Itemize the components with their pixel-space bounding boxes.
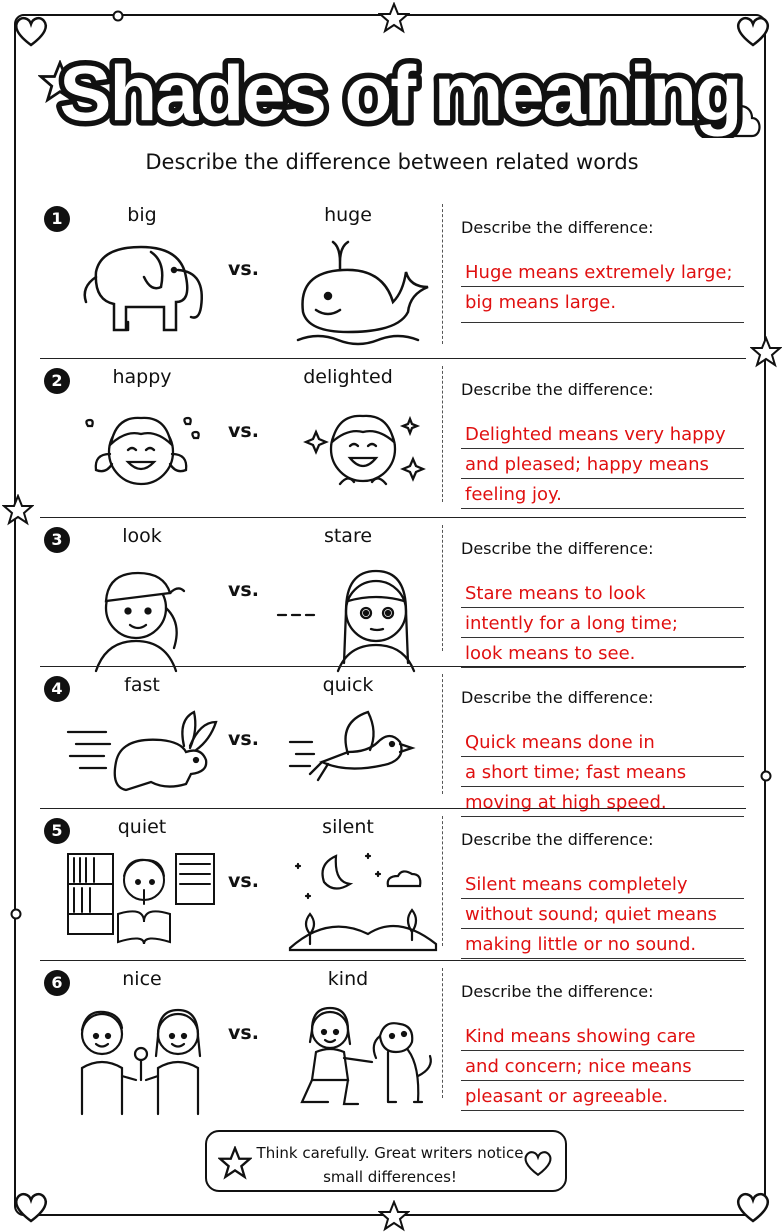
comparison-row [40, 200, 746, 356]
heart-icon [12, 1190, 50, 1224]
elephant-icon [66, 232, 216, 346]
comparison-row [40, 812, 746, 958]
star-icon [750, 336, 782, 368]
answer-writing-line [461, 1050, 744, 1051]
answer-text-line: and concern; nice means [465, 1056, 692, 1077]
answer-writing-line [461, 508, 744, 509]
answer-text-line: moving at high speed. [465, 792, 667, 813]
word-two: kind [327, 968, 369, 990]
comparison-row [40, 670, 746, 813]
star-icon [2, 494, 34, 526]
row-number-badge: 4 [44, 676, 70, 702]
footer-line: Think carefully. Great writers notice [256, 1144, 524, 1162]
answer-writing-line [461, 448, 744, 449]
row-number-badge: 2 [44, 368, 70, 394]
column-divider [442, 525, 443, 651]
circle-dot-icon [760, 770, 772, 782]
answer-writing-line [461, 958, 744, 959]
answer-writing-line [461, 322, 744, 323]
describe-prompt: Describe the difference: [461, 539, 654, 558]
word-two: delighted [303, 366, 393, 388]
column-divider [442, 674, 443, 794]
word-one: nice [122, 968, 162, 990]
delighted-girl-icon [288, 394, 438, 508]
answer-writing-line [461, 786, 744, 787]
star-icon [378, 1200, 410, 1232]
svg-text:Shades of meaning: Shades of meaning [59, 49, 741, 137]
describe-prompt: Describe the difference: [461, 380, 654, 399]
row-separator [40, 666, 746, 667]
night-landscape-icon [288, 844, 438, 958]
row-number-badge: 6 [44, 970, 70, 996]
footer-line: small differences! [323, 1168, 457, 1186]
word-one: quiet [117, 816, 167, 838]
answer-writing-line [461, 756, 744, 757]
answer-text-line: without sound; quiet means [465, 904, 717, 925]
describe-prompt: Describe the difference: [461, 218, 654, 237]
answer-text-line: intently for a long time; [465, 613, 678, 634]
describe-prompt: Describe the difference: [461, 688, 654, 707]
answer-writing-line [461, 898, 744, 899]
word-two: quick [322, 674, 374, 696]
star-icon [218, 1146, 252, 1180]
vs-label: vs. [228, 579, 259, 601]
describe-prompt: Describe the difference: [461, 830, 654, 849]
row-number-badge: 5 [44, 818, 70, 844]
row-number-badge: 3 [44, 527, 70, 553]
staring-girl-icon [276, 553, 446, 677]
answer-writing-line [461, 637, 744, 638]
word-one: big [127, 204, 157, 226]
running-rabbit-icon [66, 702, 236, 806]
vs-label: vs. [228, 420, 259, 442]
answer-text-line: making little or no sound. [465, 934, 697, 955]
word-two: silent [322, 816, 374, 838]
comparison-row [40, 362, 746, 514]
word-one: look [122, 525, 162, 547]
answer-writing-line [461, 286, 744, 287]
girl-petting-dog-icon [288, 996, 438, 1120]
circle-dot-icon [112, 10, 124, 22]
vs-label: vs. [228, 728, 259, 750]
comparison-row [40, 521, 746, 663]
word-one: fast [124, 674, 160, 696]
whale-icon [288, 232, 438, 356]
describe-prompt: Describe the difference: [461, 982, 654, 1001]
answer-text-line: Silent means completely [465, 874, 688, 895]
row-separator [40, 960, 746, 961]
row-number-badge: 1 [44, 206, 70, 232]
vs-label: vs. [228, 258, 259, 280]
word-two: huge [324, 204, 372, 226]
answer-text-line: pleasant or agreeable. [465, 1086, 669, 1107]
answer-writing-line [461, 1110, 744, 1111]
answer-text-line: and pleased; happy means [465, 454, 709, 475]
answer-text-line: Huge means extremely large; [465, 262, 733, 283]
answer-writing-line [461, 928, 744, 929]
row-separator [40, 358, 746, 359]
subtitle: Describe the difference between related words [145, 150, 639, 174]
column-divider [442, 816, 443, 946]
answer-text-line: look means to see. [465, 643, 636, 664]
word-two: stare [323, 525, 373, 547]
answer-text-line: Quick means done in [465, 732, 655, 753]
row-separator [40, 517, 746, 518]
page-title [0, 28, 784, 138]
word-one: happy [112, 366, 172, 388]
happy-girl-icon [66, 394, 216, 508]
reading-child-library-icon [66, 844, 216, 958]
comparison-row [40, 964, 746, 1110]
answer-writing-line [461, 478, 744, 479]
answer-text-line: Stare means to look [465, 583, 646, 604]
answer-text-line: Delighted means very happy [465, 424, 726, 445]
footer-text [250, 1141, 530, 1189]
column-divider [442, 968, 443, 1098]
column-divider [442, 204, 443, 344]
flying-bird-icon [288, 702, 438, 806]
answer-writing-line [461, 667, 744, 668]
answer-writing-line [461, 607, 744, 608]
column-divider [442, 366, 443, 502]
vs-label: vs. [228, 1022, 259, 1044]
answer-text-line: Kind means showing care [465, 1026, 696, 1047]
heart-icon [734, 1190, 772, 1224]
answer-text-line: a short time; fast means [465, 762, 687, 783]
answer-writing-line [461, 1080, 744, 1081]
circle-dot-icon [10, 908, 22, 920]
answer-text-line: big means large. [465, 292, 617, 313]
vs-label: vs. [228, 870, 259, 892]
looking-boy-icon [66, 553, 216, 677]
children-sharing-flower-icon [66, 996, 216, 1120]
answer-text-line: feeling joy. [465, 484, 562, 505]
row-separator [40, 808, 746, 809]
